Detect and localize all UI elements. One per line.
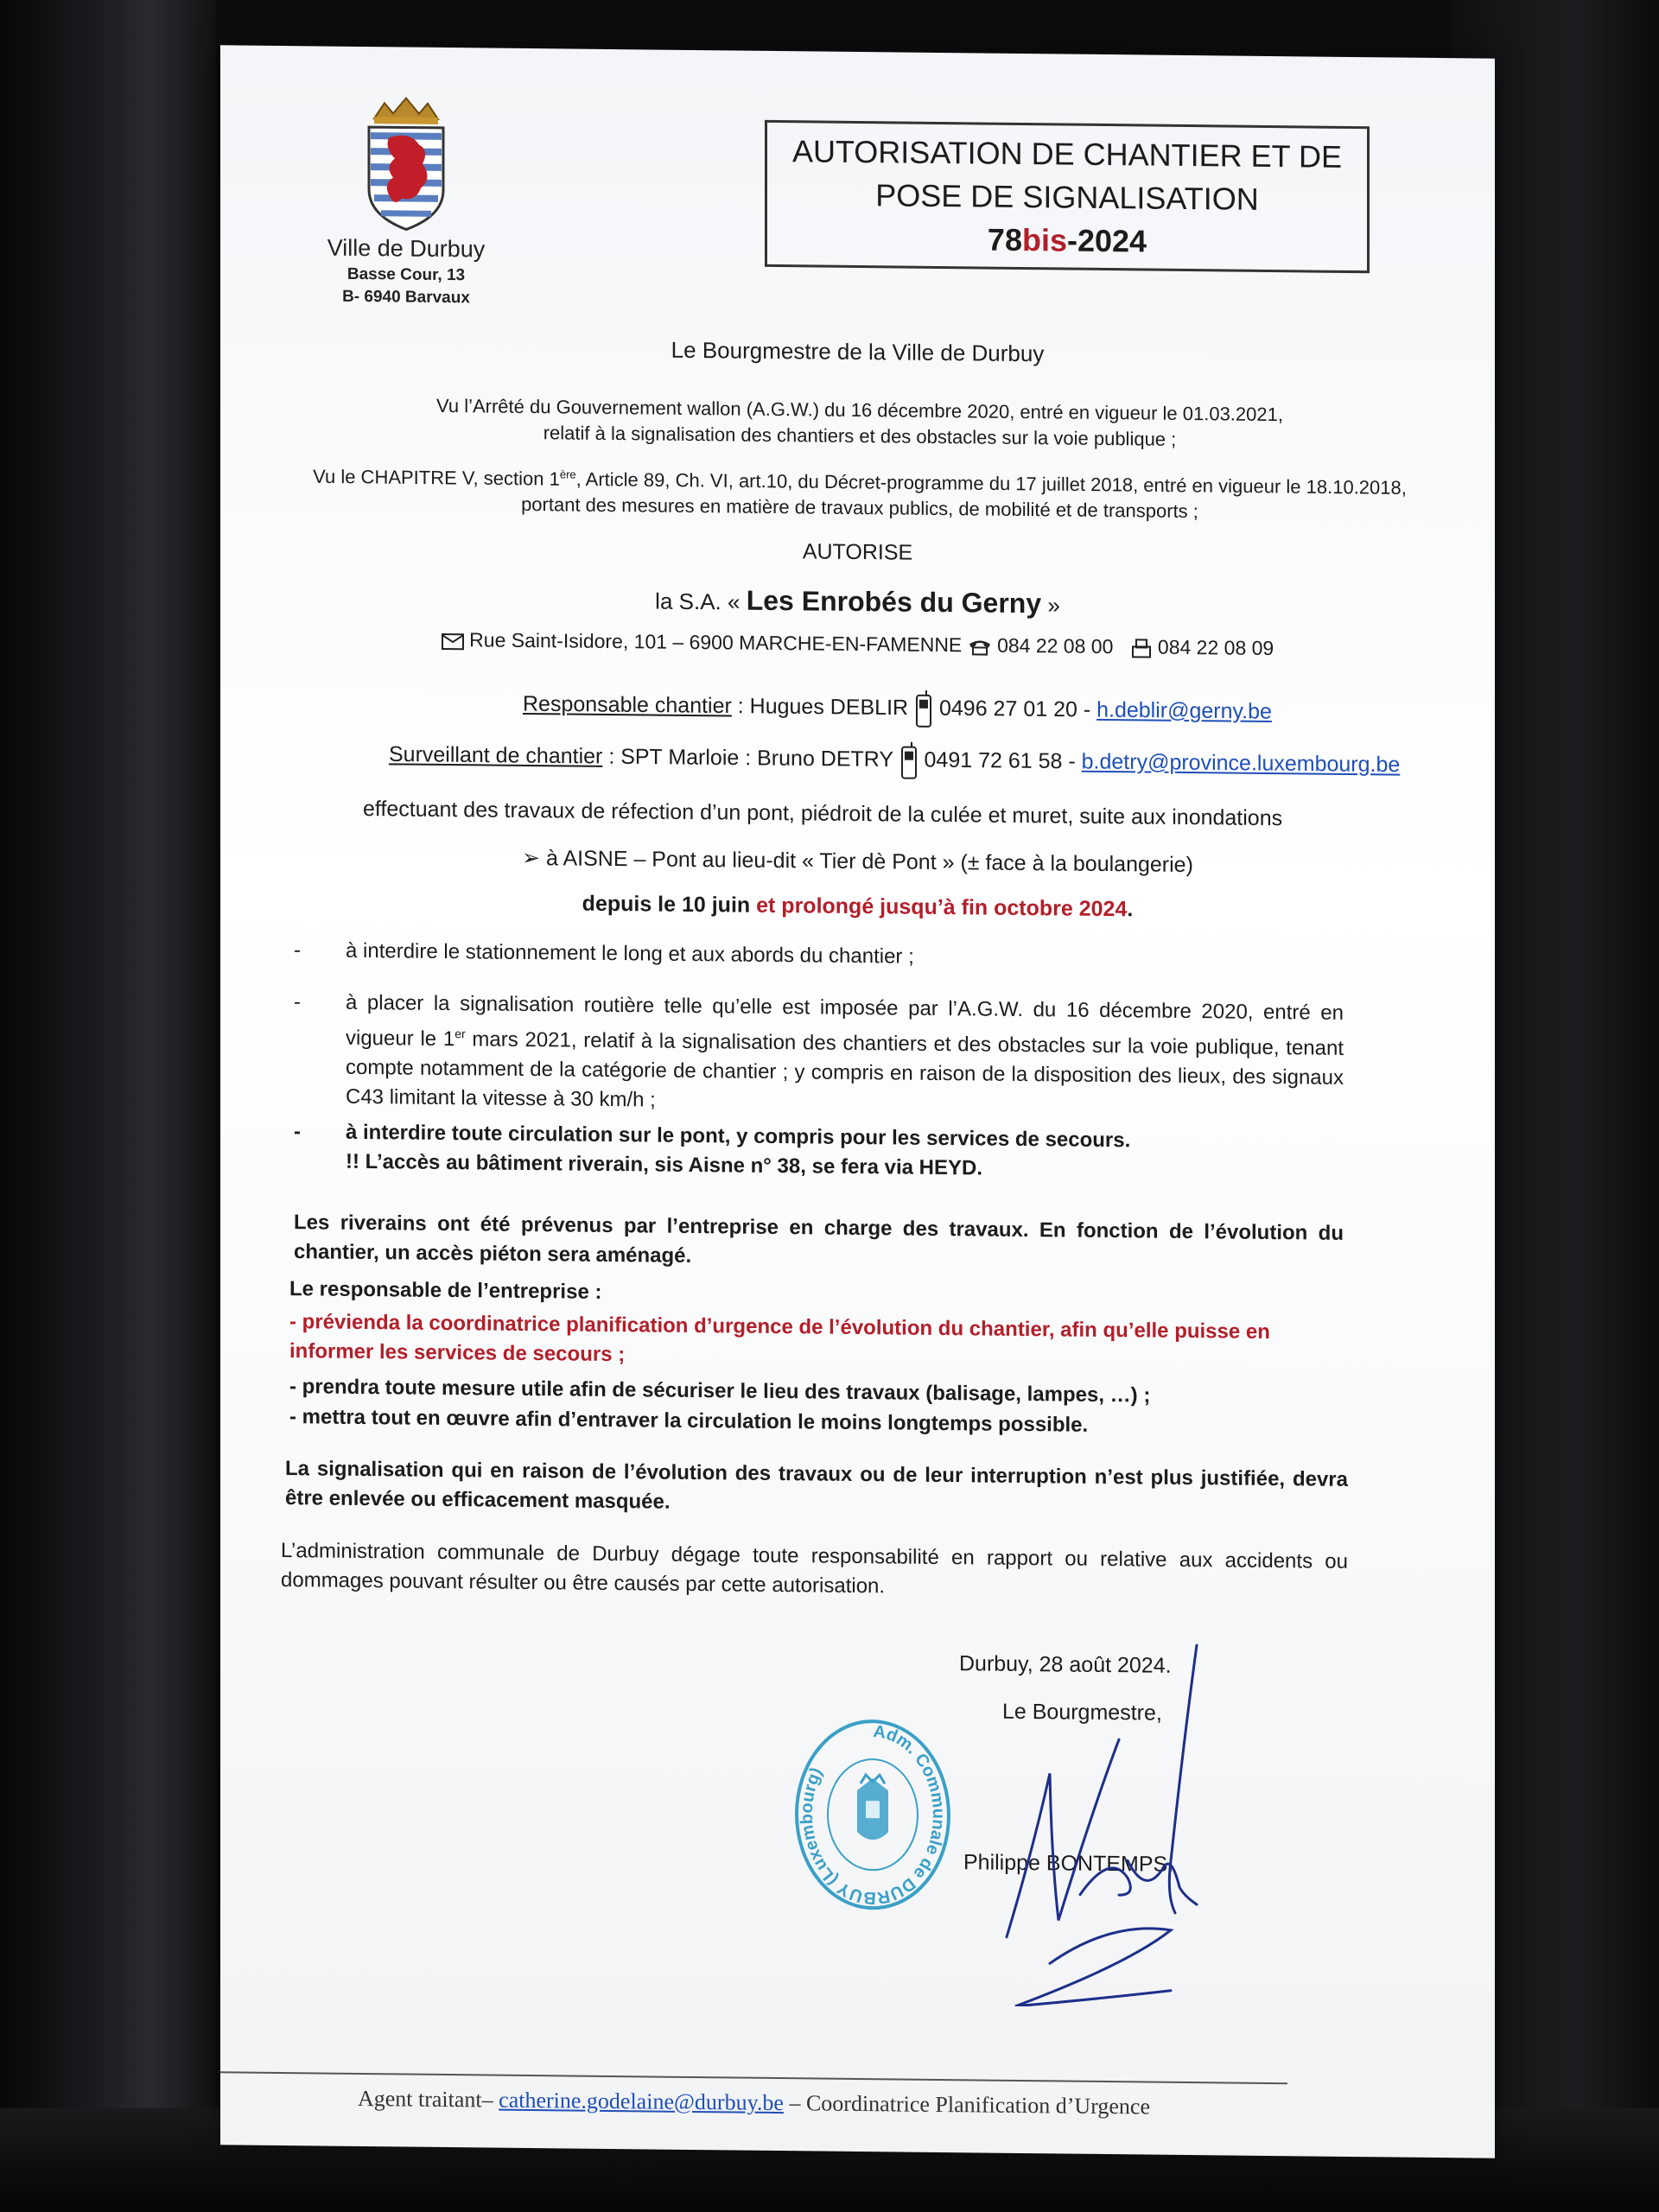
residents-note: Les riverains ont été prévenus par l’entreprise en charge des travaux. En fonction de l’évolution du chantier, un accès piéton sera aménagé. — [294, 1211, 1344, 1268]
authorization-document — [220, 45, 1495, 2158]
contractor-duty-traffic: - mettra tout en œuvre afin d’entraver la circulation le moins longtemps possible. — [289, 1405, 1089, 1437]
contractor-duty-secure: - prendra toute mesure utile afin de sécuriser le lieu des travaux (balisage, lampes, …) ; — [289, 1375, 1151, 1408]
city-name: Ville de Durbuy — [327, 234, 486, 263]
agent-email-link[interactable]: catherine.godelaine@durbuy.be — [499, 2087, 784, 2116]
handwritten-signature — [998, 1635, 1223, 2009]
company-phone: 084 22 08 00 — [997, 633, 1114, 658]
site-supervisor-email-link[interactable]: b.detry@province.luxembourg.be — [1081, 749, 1401, 778]
footer: Agent traitant– catherine.godelaine@durbuy.be – Coordinatrice Planification d’Urgence — [357, 2085, 1151, 2120]
arrow-bullet-icon: ➢ — [522, 845, 546, 871]
title-line1: AUTORISATION DE CHANTIER ET DE — [791, 133, 1343, 175]
liability-disclaimer: L’administration communale de Durbuy dégage toute responsabilité en rapport ou relative aux accidents ou dommages pouvant résulter ou être causés par cette autorisation. — [281, 1539, 1348, 1599]
document-title-box — [765, 120, 1370, 273]
works-location: ➢ à AISNE – Pont au lieu-dit « Tier dè Pont » (± face à la boulangerie) — [522, 845, 1193, 878]
issuer-address-line1: Basse Cour, 13 — [346, 264, 466, 285]
works-description: effectuant des travaux de réfection d’un pont, piédroit de la culée et muret, suite aux inondations — [363, 797, 1283, 831]
condition-signage: - à placer la signalisation routière telle qu’elle est imposée par l’A.G.W. du 16 décembre 2020, entré en vigueur le 1er mars 2021, relatif à la signalisation des chantiers et des obstacles sur la voie publique, tenant compte notamment de la catégorie de chantier ; y compris en raison de la disposition des lieux, des signaux C43 limitant la vitesse à 30 km/h ; — [294, 990, 1344, 1112]
legal-basis-2: Vu le CHAPITRE V, section 1ère, Article 89, Ch. VI, art.10, du Décret-programme du 17 juillet 2018, entré en vigueur le 18.10.2018, portant des mesures en matière de travaux publics, de mobilité et de transports ; — [313, 465, 1407, 523]
autorise-heading: AUTORISE — [802, 539, 913, 565]
svg-text:Adm. Communale de DURBUY (Luxe: Adm. Communale de DURBUY (Luxembourg) — [797, 1721, 949, 1908]
issuer-address-line2: B- 6940 Barvaux — [342, 287, 470, 308]
authority-heading: Le Bourgmestre de la Ville de Durbuy — [671, 336, 1045, 367]
condition-no-traffic: - à interdire toute circulation sur le pont, y compris pour les services de secours. !! L’accès au bâtiment riverain, sis Aisne n° 38, se fera via HEYD. — [311, 1117, 1344, 1187]
signature-place-date: Durbuy, 28 août 2024. — [959, 1651, 1172, 1678]
fax-icon — [1130, 638, 1153, 658]
contractor-heading: Le responsable de l’entreprise : — [289, 1277, 602, 1304]
envelope-icon — [442, 632, 464, 651]
access-note: !! L’accès au bâtiment riverain, sis Aisne n° 38, se fera via HEYD. — [346, 1149, 983, 1180]
company-fax: 084 22 08 09 — [1157, 635, 1274, 660]
issuer-block — [307, 234, 505, 308]
footer-divider — [220, 2071, 1287, 2084]
condition-no-parking: - à interdire le stationnement le long et aux abords du chantier ; — [294, 938, 914, 969]
signatory-name: Philippe BONTEMPS. — [963, 1850, 1174, 1877]
mobile-phone-icon — [914, 690, 933, 728]
telephone-icon — [968, 637, 992, 656]
site-manager-line: Responsable chantier : Hugues DEBLIR 0496 27 01 20 - h.deblir@gerny.be — [523, 686, 1387, 733]
site-manager-email-link[interactable]: h.deblir@gerny.be — [1096, 697, 1272, 724]
contractor-duty-inform: - prévienda la coordinatrice planification d’urgence de l’évolution du chantier, afin qu’elle puisse en informer les services de secours ; — [289, 1310, 1270, 1367]
mobile-phone-icon — [899, 742, 918, 780]
legal-basis-1: Vu l’Arrêté du Gouvernement wallon (A.G.W.) du 16 décembre 2020, entré en vigueur le 01.03.2021, relatif à la signalisation des chantiers et des obstacles sur la voie publique ; — [436, 394, 1283, 450]
company-name-line: la S.A. « Les Enrobés du Gerny » — [655, 584, 1060, 620]
works-period: depuis le 10 juin et prolongé jusqu’à fin octobre 2024. — [582, 891, 1134, 922]
title-line2: POSE DE SIGNALISATION — [875, 177, 1259, 217]
company-address-line: Rue Saint-Isidore, 101 – 6900 MARCHE-EN-FAMENNE 084 22 08 00 084 22 08 09 — [220, 626, 1495, 662]
site-supervisor-line: Surveillant de chantier : SPT Marloie : Bruno DETRY 0491 72 61 58 - b.detry@province.luxembourg.be — [389, 736, 1460, 785]
official-stamp-icon — [786, 1710, 959, 1919]
coat-of-arms-icon — [359, 94, 454, 233]
screen-bezel-left — [0, 0, 216, 2212]
company-name: Les Enrobés du Gerny — [746, 584, 1042, 620]
signature-role: Le Bourgmestre, — [1002, 1699, 1162, 1726]
signage-removal-note: La signalisation qui en raison de l’évolution des travaux ou de leur interruption n’est plus justifiée, devra être enlevée ou efficacement masquée. — [285, 1457, 1348, 1514]
authorization-number: 78bis-2024 — [987, 221, 1147, 259]
